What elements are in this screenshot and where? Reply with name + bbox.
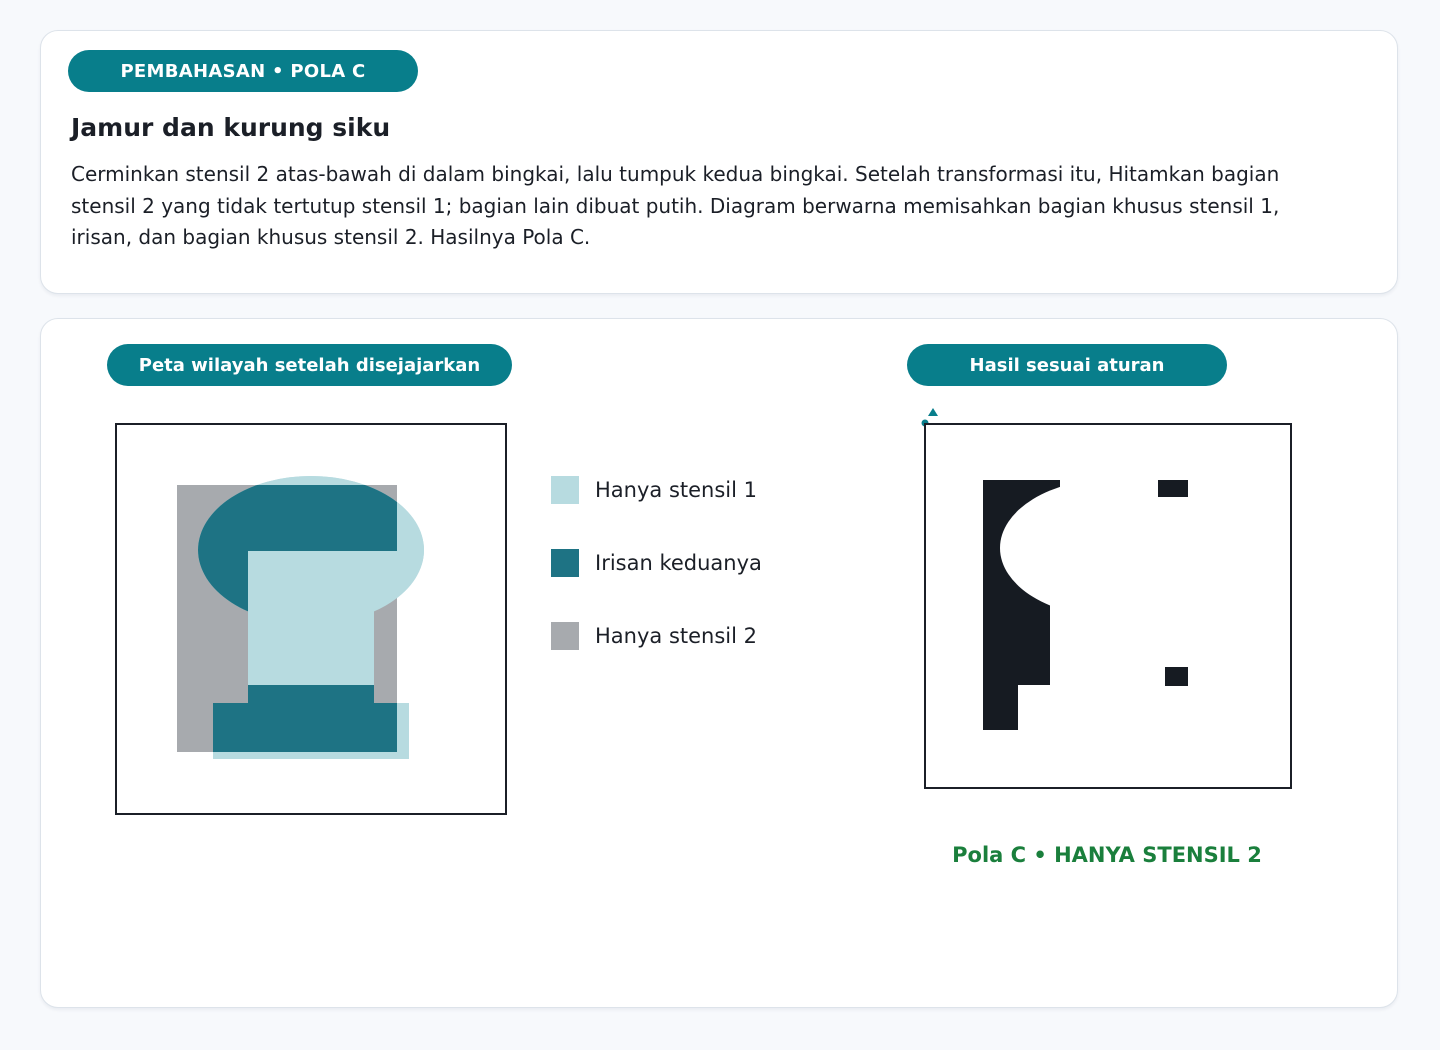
region-map-frame (115, 423, 507, 815)
explanation-card (40, 30, 1398, 294)
legend-swatch-stencil1 (551, 476, 579, 504)
legend-label: Hanya stensil 2 (595, 624, 757, 648)
result-caption: Pola C • HANYA STENSIL 2 (952, 843, 1262, 867)
legend-label: Irisan keduanya (595, 551, 762, 575)
page-title: Jamur dan kurung siku (71, 113, 391, 142)
section-badge: PEMBAHASAN • POLA C (68, 50, 418, 92)
result-pattern (926, 425, 1290, 787)
region-map-diagram (117, 425, 505, 813)
legend-swatch-stencil2 (551, 622, 579, 650)
legend-item-intersection (551, 548, 762, 578)
description-text: Cerminkan stensil 2 atas-bawah di dalam bingkai, lalu tumpuk kedua bingkai. Setelah transformasi itu, Hitamkan bagian stensil 2 yang tidak tertutup stensil 1; bagian lain dibuat putih. Diagram berwarna memisahkan bagian khusus stensil 1, irisan, dan bagian khusus stensil 2. Hasilnya Pola C. (71, 162, 1280, 249)
legend-label: Hanya stensil 1 (595, 478, 757, 502)
legend-swatch-intersection (551, 549, 579, 577)
diagram-card (40, 318, 1398, 1008)
legend-item-stencil1 (551, 475, 757, 505)
result-frame (924, 423, 1292, 789)
region-map-title: Peta wilayah setelah disejajarkan (107, 344, 512, 386)
result-title: Hasil sesuai aturan (907, 344, 1227, 386)
legend-item-stencil2 (551, 621, 757, 651)
